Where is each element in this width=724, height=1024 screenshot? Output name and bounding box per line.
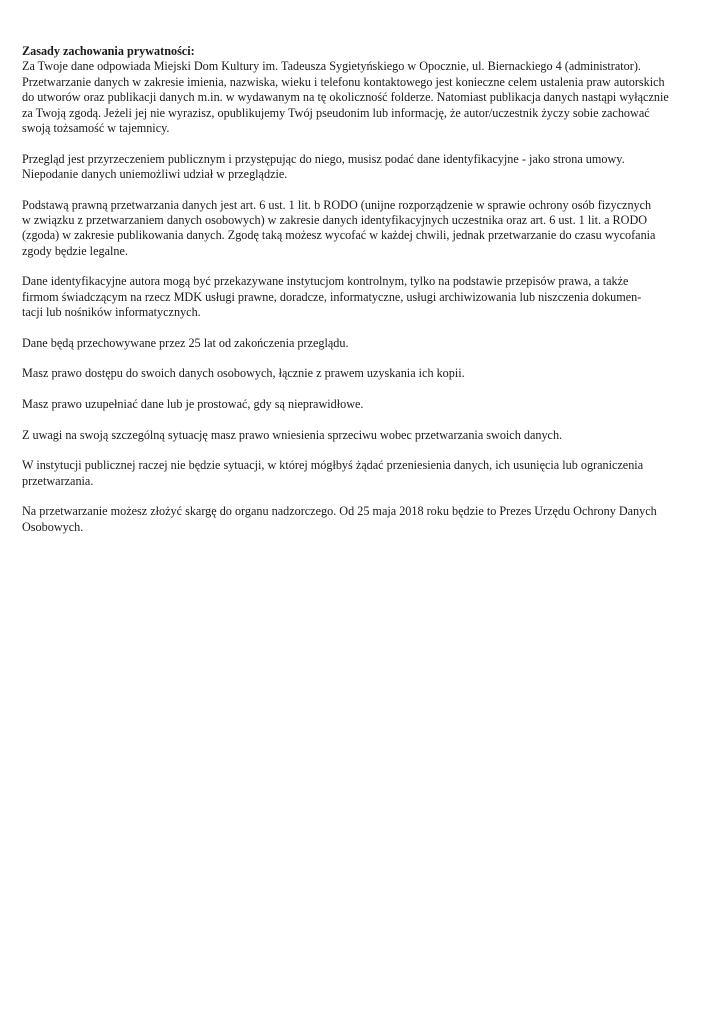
- paragraph-line: Dane identyfikacyjne autora mogą być przekazywane instytucjom kontrolnym, tylko na podstawie przepisów prawa, a także: [22, 274, 629, 289]
- paragraph-line: Podstawą prawną przetwarzania danych jest art. 6 ust. 1 lit. b RODO (unijne rozporządzenie w sprawie ochrony osób fizycznych: [22, 197, 652, 212]
- paragraph-public-promise: [22, 152, 702, 183]
- paragraph-right-of-access: [22, 366, 702, 381]
- privacy-document: [22, 44, 702, 550]
- paragraph-line: w związku z przetwarzaniem danych osobowych) w zakresie danych identyfikacyjnych uczestnika oraz art. 6 ust. 1 lit. a RODO: [22, 213, 648, 228]
- paragraph-line: Przetwarzanie danych w zakresie imienia, nazwiska, wieku i telefonu kontaktowego jest konieczne celem ustalenia praw autorskich: [22, 74, 665, 89]
- paragraph-line: Dane będą przechowywane przez 25 lat od zakończenia przeglądu.: [22, 335, 349, 350]
- document-heading: Zasady zachowania prywatności:: [22, 44, 195, 58]
- paragraph-line: Masz prawo dostępu do swoich danych osobowych, łącznie z prawem uzyskania ich kopii.: [22, 366, 465, 381]
- paragraph-line: swoją tożsamość w tajemnicy.: [22, 121, 170, 136]
- paragraph-legal-basis: [22, 198, 702, 260]
- paragraph-line: Niepodanie danych uniemożliwi udział w przeglądzie.: [22, 167, 288, 182]
- paragraph-line: za Twoją zgodą. Jeżeli jej nie wyrazisz, opublikujemy Twój pseudonim lub informację, że autor/uczestnik życzy sobie zachować: [22, 105, 650, 120]
- paragraph-data-recipients: [22, 274, 702, 320]
- paragraph-line: W instytucji publicznej raczej nie będzie sytuacji, w której mógłbyś żądać przeniesienia danych, ich usunięcia lub ograniczenia: [22, 458, 644, 473]
- paragraph-line: Za Twoje dane odpowiada Miejski Dom Kultury im. Tadeusza Sygietyńskiego w Opocznie, ul. Biernackiego 4 (administrator).: [22, 59, 641, 74]
- paragraph-right-to-object: [22, 428, 702, 443]
- paragraph-line: przetwarzania.: [22, 473, 94, 488]
- paragraph-line: do utworów oraz publikacji danych m.in. w wydawanym na tę okoliczność folderze. Natomiast publikacja danych nastąpi wyłącznie: [22, 90, 669, 105]
- paragraph-retention: [22, 336, 702, 351]
- paragraph-line: Z uwagi na swoją szczególną sytuację masz prawo wniesienia sprzeciwu wobec przetwarzania swoich danych.: [22, 427, 563, 442]
- paragraph-line: zgody będzie legalne.: [22, 243, 128, 258]
- paragraph-line: tacji lub nośników informatycznych.: [22, 305, 201, 320]
- paragraph-line: Przegląd jest przyrzeczeniem publicznym i przystępując do niego, musisz podać dane identyfikacyjne - jako strona umowy.: [22, 151, 625, 166]
- paragraph-line: Masz prawo uzupełniać dane lub je prostować, gdy są nieprawidłowe.: [22, 397, 364, 412]
- paragraph-line: Na przetwarzanie możesz złożyć skargę do organu nadzorczego. Od 25 maja 2018 roku będzie to Prezes Urzędu Ochrony Danych: [22, 504, 657, 519]
- paragraph-line: firmom świadczącym na rzecz MDK usługi prawne, doradcze, informatyczne, usługi archiwizowania lub niszczenia dokumen-: [22, 289, 642, 304]
- paragraph-right-to-rectify: [22, 397, 702, 412]
- paragraph-administrator: [22, 59, 702, 136]
- paragraph-complaint: [22, 504, 702, 535]
- paragraph-line: Osobowych.: [22, 519, 84, 534]
- paragraph-portability: [22, 458, 702, 489]
- paragraph-line: (zgoda) w zakresie publikowania danych. Zgodę taką możesz wycofać w każdej chwili, jednak przetwarzanie do czasu wycofania: [22, 228, 656, 243]
